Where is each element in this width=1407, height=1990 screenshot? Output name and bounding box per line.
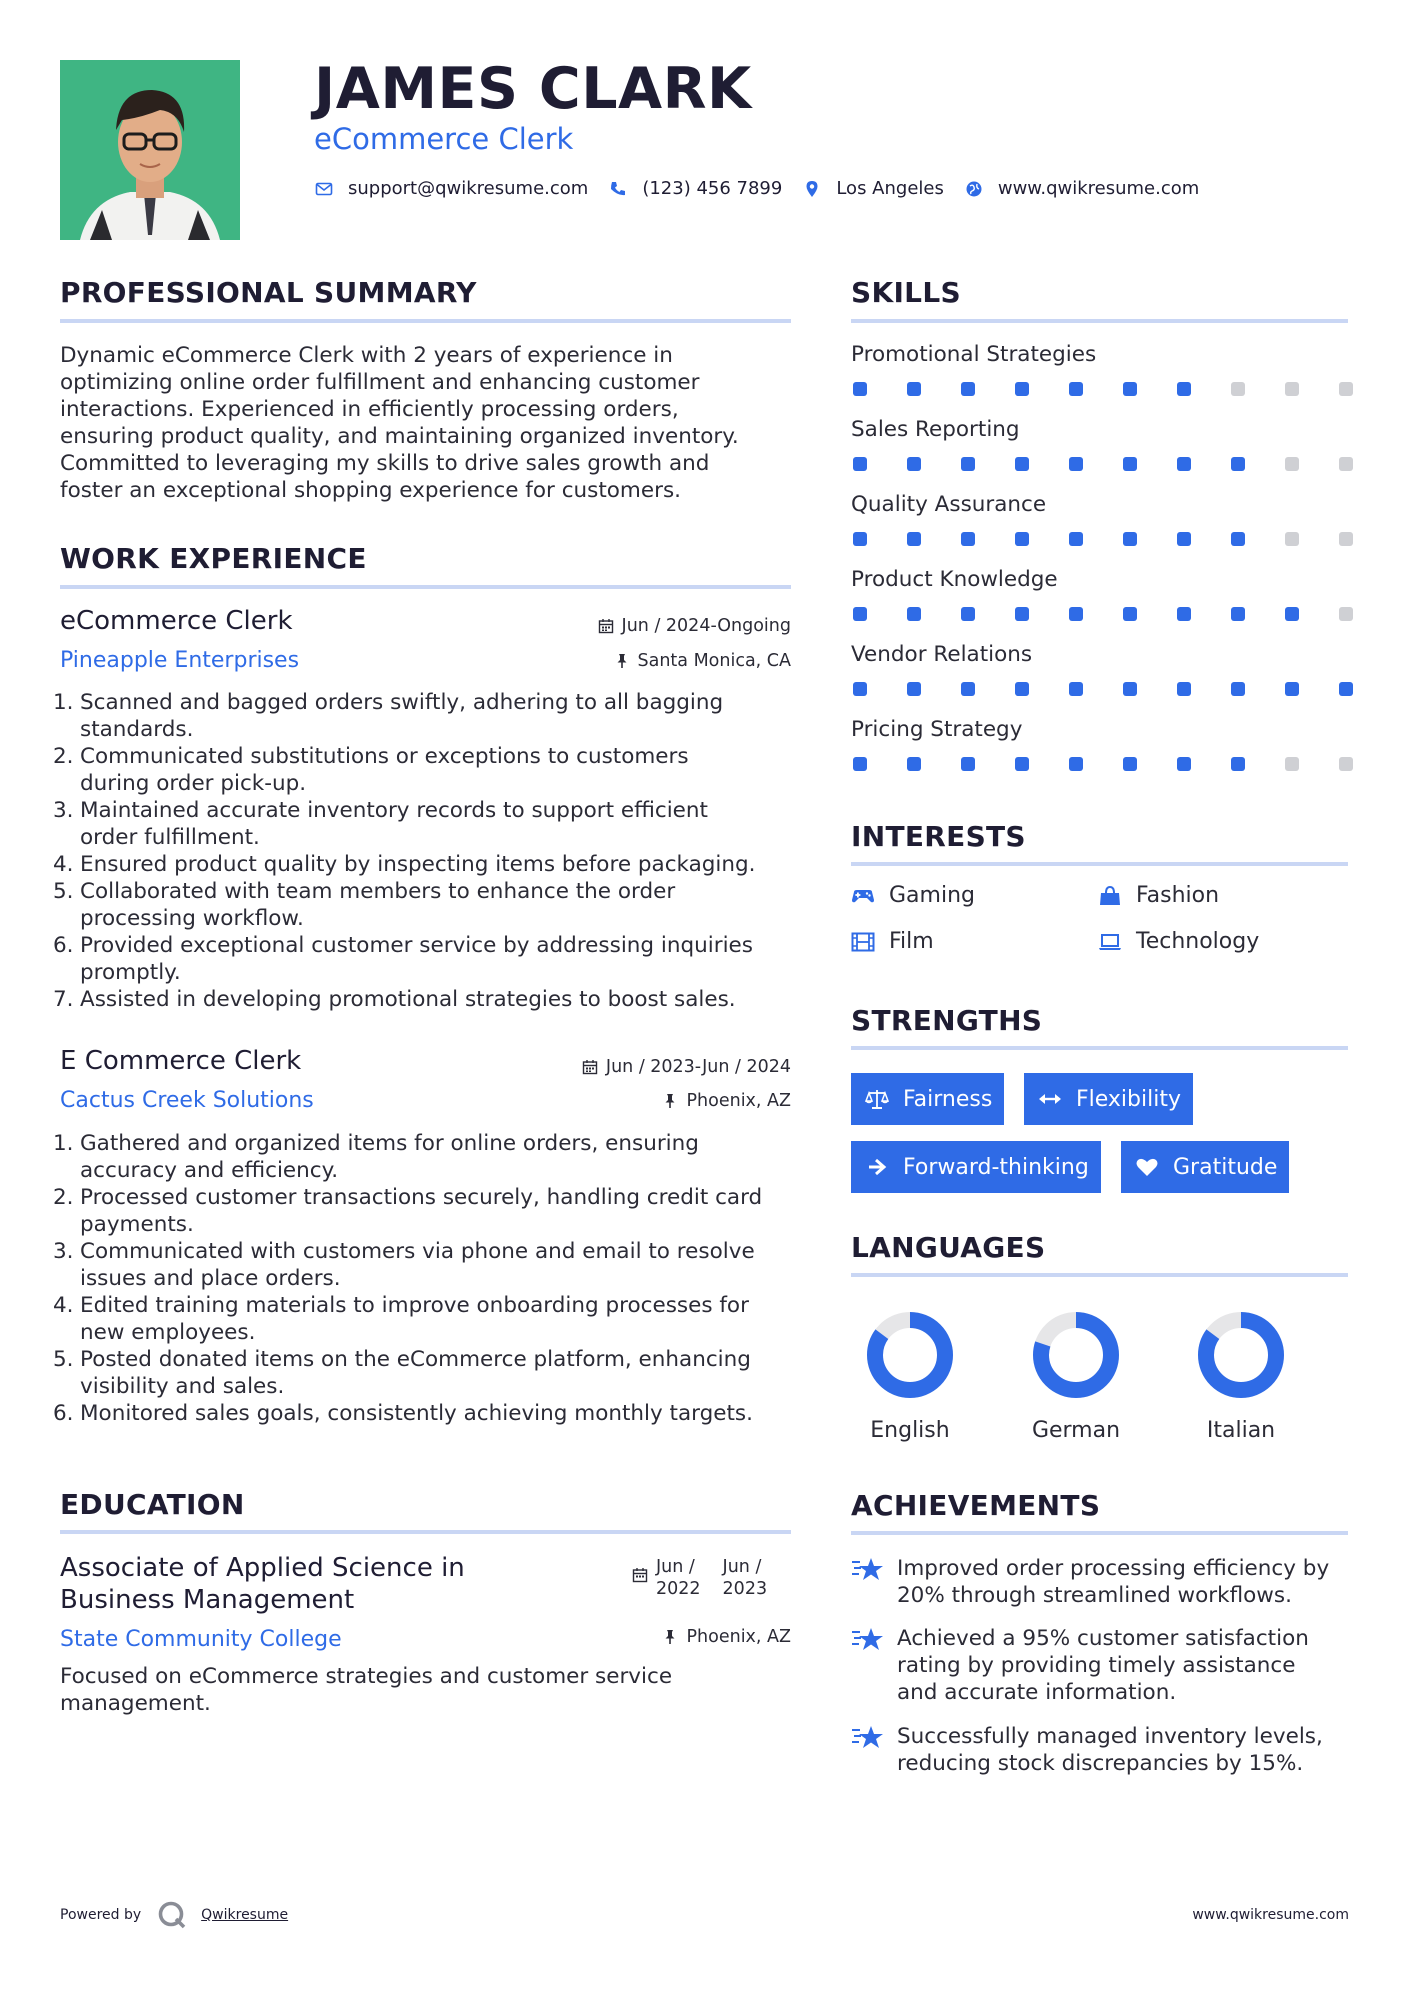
skill-name: Product Knowledge — [851, 567, 1058, 592]
rating-dot-filled — [1069, 532, 1083, 546]
rating-dot-filled — [1123, 382, 1137, 396]
strength-label: Forward-thinking — [903, 1154, 1089, 1180]
list-line: processing workflow. — [80, 906, 304, 931]
rating-dot-filled — [1015, 382, 1029, 396]
list-number: 2. — [53, 744, 74, 769]
job-title: E Commerce Clerk — [60, 1046, 302, 1076]
list-line: Edited training materials to improve onboarding processes for — [80, 1293, 749, 1318]
contact-phone-text: (123) 456 7899 — [642, 178, 783, 199]
education-end — [723, 1556, 768, 1600]
rating-dot-filled — [1231, 757, 1245, 771]
rating-dot-filled — [1285, 607, 1299, 621]
achievement-text — [897, 1625, 1309, 1706]
achievement-text — [897, 1723, 1323, 1777]
film-icon — [851, 931, 877, 953]
list-item — [53, 797, 805, 851]
achievement-line: Successfully managed inventory levels, — [897, 1724, 1323, 1749]
skills-rule — [851, 319, 1348, 323]
calendar-icon — [582, 1059, 598, 1075]
language-item — [1176, 1310, 1306, 1443]
company-name[interactable]: Pineapple Enterprises — [60, 648, 300, 673]
interest-technology — [1098, 929, 1259, 954]
list-line: Processed customer transactions securely, handling credit card — [80, 1185, 763, 1210]
globe-icon — [964, 179, 984, 199]
rating-dot-filled — [1015, 757, 1029, 771]
list-line: Monitored sales goals, consistently achieving monthly targets. — [80, 1401, 753, 1426]
pushpin-icon — [662, 1093, 678, 1109]
work-rule — [60, 585, 791, 589]
job-dates — [598, 616, 791, 636]
contact-location — [802, 178, 944, 199]
list-item — [53, 689, 805, 743]
rating-dot-filled — [961, 457, 975, 471]
rating-dot-filled — [853, 607, 867, 621]
date-part: Jun / — [722, 1557, 762, 1577]
job-location — [614, 651, 792, 671]
summary-line: optimizing online order fulfillment and enhancing customer — [60, 370, 700, 395]
rating-dot-filled — [907, 532, 921, 546]
achievement-line: rating by providing timely assistance — [897, 1653, 1296, 1678]
date-part: Jun / — [656, 1557, 695, 1577]
balance-scale-icon — [863, 1087, 891, 1111]
work-heading: WORK EXPERIENCE — [60, 542, 367, 575]
education-start — [656, 1556, 701, 1600]
list-line: accuracy and efficiency. — [80, 1158, 339, 1183]
strength-badge-gratitude — [1121, 1141, 1289, 1193]
skill-rating — [853, 757, 1353, 771]
education-desc-line: management. — [60, 1691, 211, 1716]
shopping-bag-icon — [1098, 885, 1124, 907]
rating-dot-filled — [1177, 607, 1191, 621]
education-description — [60, 1663, 800, 1717]
education-desc-line: Focused on eCommerce strategies and customer service — [60, 1664, 673, 1689]
list-item — [53, 986, 805, 1013]
list-line: new employees. — [80, 1320, 256, 1345]
degree-line: Associate of Applied Science in — [60, 1553, 465, 1583]
list-line: issues and place orders. — [80, 1266, 341, 1291]
star-icon — [851, 1723, 885, 1751]
language-name: German — [1031, 1418, 1121, 1443]
date-part: 2022 — [656, 1579, 701, 1599]
rating-dot-empty — [1285, 757, 1299, 771]
achievement-line: 20% through streamlined workflows. — [897, 1583, 1292, 1608]
list-number: 6. — [53, 1401, 74, 1426]
heart-icon — [1133, 1155, 1161, 1179]
rating-dot-filled — [853, 757, 867, 771]
list-line: payments. — [80, 1212, 194, 1237]
interest-label: Film — [889, 929, 934, 954]
calendar-icon — [598, 618, 614, 634]
skill-rating — [853, 532, 1353, 546]
skill-rating — [853, 607, 1353, 621]
summary-line: Dynamic eCommerce Clerk with 2 years of experience in — [60, 343, 673, 368]
achievements-heading: ACHIEVEMENTS — [851, 1489, 1101, 1522]
list-item — [53, 1400, 805, 1427]
education-location — [662, 1627, 791, 1647]
achievement-line: reducing stock discrepancies by 15%. — [897, 1751, 1304, 1776]
summary-heading: PROFESSIONAL SUMMARY — [60, 276, 477, 309]
rating-dot-filled — [1339, 682, 1353, 696]
rating-dot-empty — [1231, 382, 1245, 396]
school-name[interactable]: State Community College — [60, 1627, 342, 1652]
skill-name: Vendor Relations — [851, 642, 1033, 667]
languages-heading: LANGUAGES — [851, 1231, 1046, 1264]
list-number: 3. — [53, 1239, 74, 1264]
achievement-line: Improved order processing efficiency by — [897, 1556, 1330, 1581]
rating-dot-empty — [1339, 382, 1353, 396]
rating-dot-filled — [1123, 757, 1137, 771]
education-location-text: Phoenix, AZ — [686, 1627, 791, 1647]
list-line: visibility and sales. — [80, 1374, 285, 1399]
pushpin-icon — [614, 653, 630, 669]
rating-dot-filled — [961, 382, 975, 396]
rating-dot-filled — [1123, 532, 1137, 546]
interest-label: Fashion — [1136, 883, 1220, 908]
rating-dot-filled — [1069, 457, 1083, 471]
language-name: English — [870, 1418, 950, 1443]
pushpin-icon — [662, 1629, 678, 1645]
rating-dot-filled — [1015, 607, 1029, 621]
list-item — [53, 1130, 805, 1184]
rating-dot-filled — [1177, 382, 1191, 396]
interest-label: Gaming — [889, 883, 975, 908]
job-dates-text: Jun / 2023-Jun / 2024 — [605, 1057, 791, 1077]
skills-heading: SKILLS — [851, 276, 961, 309]
candidate-name: JAMES CLARK — [314, 56, 752, 122]
date-part: 2023 — [722, 1579, 768, 1599]
rating-dot-filled — [907, 757, 921, 771]
rating-dot-empty — [1285, 457, 1299, 471]
contact-website[interactable] — [964, 178, 1199, 199]
list-number: 6. — [53, 933, 74, 958]
achievement-item — [851, 1625, 1351, 1706]
list-number: 1. — [53, 690, 74, 715]
rating-dot-filled — [1231, 607, 1245, 621]
list-line: standards. — [80, 717, 194, 742]
contact-email[interactable] — [314, 178, 588, 199]
list-item — [53, 932, 805, 986]
rating-dot-filled — [907, 457, 921, 471]
strengths-heading: STRENGTHS — [851, 1004, 1043, 1037]
interests-rule — [851, 862, 1348, 866]
skill-rating — [853, 382, 1353, 396]
calendar-icon — [632, 1567, 648, 1583]
list-item — [53, 851, 805, 878]
rating-dot-empty — [1339, 757, 1353, 771]
list-item — [53, 1238, 805, 1292]
rating-dot-filled — [961, 682, 975, 696]
summary-line: Committed to leveraging my skills to drive sales growth and — [60, 451, 710, 476]
summary-rule — [60, 319, 791, 323]
achievement-text — [897, 1555, 1329, 1609]
achievement-line: Achieved a 95% customer satisfaction — [897, 1626, 1309, 1651]
rating-dot-filled — [1177, 757, 1191, 771]
rating-dot-filled — [907, 382, 921, 396]
laptop-icon — [1098, 931, 1124, 953]
rating-dot-filled — [961, 532, 975, 546]
strengths-rule — [851, 1046, 1348, 1050]
contact-website-text: www.qwikresume.com — [997, 178, 1200, 199]
list-item — [53, 1346, 805, 1400]
strength-badge-forward-thinking — [851, 1141, 1101, 1193]
list-line: Provided exceptional customer service by addressing inquiries — [80, 933, 753, 958]
star-icon — [851, 1625, 885, 1653]
list-item — [53, 743, 805, 797]
rating-dot-filled — [1123, 457, 1137, 471]
achievement-line: and accurate information. — [897, 1680, 1177, 1705]
rating-dot-filled — [1177, 457, 1191, 471]
interest-film — [851, 929, 934, 954]
education-rule — [60, 1530, 791, 1534]
list-number: 5. — [53, 879, 74, 904]
phone-icon — [608, 179, 628, 199]
list-line: Communicated with customers via phone and email to resolve — [80, 1239, 755, 1264]
rating-dot-filled — [1069, 757, 1083, 771]
strength-label: Fairness — [903, 1086, 993, 1112]
list-line: Gathered and organized items for online orders, ensuring — [80, 1131, 699, 1156]
rating-dot-filled — [1285, 682, 1299, 696]
list-number: 4. — [53, 852, 74, 877]
list-number: 2. — [53, 1185, 74, 1210]
rating-dot-filled — [1123, 682, 1137, 696]
job-location — [662, 1091, 791, 1111]
list-line: Collaborated with team members to enhance the order — [80, 879, 676, 904]
rating-dot-empty — [1285, 382, 1299, 396]
arrow-right-icon — [863, 1155, 891, 1179]
list-line: promptly. — [80, 960, 181, 985]
interest-label: Technology — [1136, 929, 1260, 954]
rating-dot-filled — [1069, 607, 1083, 621]
contact-bar — [314, 178, 1219, 199]
rating-dot-filled — [853, 682, 867, 696]
company-name[interactable]: Cactus Creek Solutions — [60, 1088, 314, 1113]
list-number: 3. — [53, 798, 74, 823]
language-item — [845, 1310, 975, 1443]
language-donut — [1196, 1310, 1286, 1400]
strength-badge-flexibility — [1024, 1073, 1193, 1125]
skill-name: Quality Assurance — [851, 492, 1047, 517]
job-location-text: Santa Monica, CA — [637, 651, 791, 671]
rating-dot-empty — [1339, 607, 1353, 621]
list-line: order fulfillment. — [80, 825, 260, 850]
qwikresume-logo-icon — [157, 1900, 187, 1930]
rating-dot-empty — [1339, 532, 1353, 546]
list-item — [53, 1184, 805, 1238]
skill-rating — [853, 682, 1353, 696]
list-number: 4. — [53, 1293, 74, 1318]
language-donut — [1031, 1310, 1121, 1400]
interest-fashion — [1098, 883, 1219, 908]
rating-dot-filled — [1069, 682, 1083, 696]
contact-location-text: Los Angeles — [836, 178, 944, 199]
rating-dot-filled — [853, 457, 867, 471]
rating-dot-filled — [961, 607, 975, 621]
job-dates-text: Jun / 2024-Ongoing — [621, 616, 791, 636]
achievements-rule — [851, 1531, 1348, 1535]
skill-name: Pricing Strategy — [851, 717, 1023, 742]
star-icon — [851, 1555, 885, 1583]
rating-dot-filled — [1231, 532, 1245, 546]
degree-line: Business Management — [60, 1585, 355, 1615]
map-marker-icon — [802, 179, 822, 199]
list-line: Ensured product quality by inspecting items before packaging. — [80, 852, 756, 877]
rating-dot-filled — [1015, 682, 1029, 696]
list-number: 1. — [53, 1131, 74, 1156]
language-donut — [865, 1310, 955, 1400]
list-line: Maintained accurate inventory records to support efficient — [80, 798, 708, 823]
achievement-item — [851, 1555, 1351, 1609]
rating-dot-filled — [1069, 382, 1083, 396]
job-location-text: Phoenix, AZ — [686, 1091, 791, 1111]
summary-text — [60, 342, 800, 504]
rating-dot-filled — [1177, 532, 1191, 546]
footer-powered-by — [60, 1900, 288, 1930]
list-item — [53, 878, 805, 932]
list-line: Assisted in developing promotional strategies to boost sales. — [80, 987, 736, 1012]
strength-label: Flexibility — [1076, 1086, 1181, 1112]
rating-dot-filled — [853, 382, 867, 396]
language-item — [1011, 1310, 1141, 1443]
footer-url[interactable]: www.qwikresume.com — [1192, 1907, 1349, 1923]
profile-photo — [60, 60, 240, 240]
education-heading: EDUCATION — [60, 1488, 245, 1521]
list-line: Communicated substitutions or exceptions to customers — [80, 744, 689, 769]
summary-line: ensuring product quality, and maintaining organized inventory. — [60, 424, 739, 449]
list-line: Scanned and bagged orders swiftly, adhering to all bagging — [80, 690, 724, 715]
rating-dot-filled — [961, 757, 975, 771]
strength-badge-fairness — [851, 1073, 1004, 1125]
list-number: 7. — [53, 987, 74, 1012]
arrows-horizontal-icon — [1036, 1087, 1064, 1111]
list-number: 5. — [53, 1347, 74, 1372]
rating-dot-empty — [1285, 532, 1299, 546]
rating-dot-filled — [907, 607, 921, 621]
summary-line: interactions. Experienced in efficiently processing orders, — [60, 397, 679, 422]
degree-title — [60, 1552, 465, 1616]
powered-by-text: Powered by — [60, 1907, 142, 1923]
education-dates — [632, 1556, 767, 1600]
job-duties-list — [53, 1130, 805, 1427]
list-line: Posted donated items on the eCommerce platform, enhancing — [80, 1347, 751, 1372]
rating-dot-filled — [853, 532, 867, 546]
rating-dot-filled — [1015, 532, 1029, 546]
interests-heading: INTERESTS — [851, 820, 1026, 853]
contact-phone[interactable] — [608, 178, 782, 199]
summary-line: foster an exceptional shopping experience for customers. — [60, 478, 681, 503]
strength-label: Gratitude — [1173, 1154, 1278, 1180]
skill-rating — [853, 457, 1353, 471]
envelope-icon — [314, 179, 334, 199]
rating-dot-filled — [907, 682, 921, 696]
qwikresume-link[interactable]: Qwikresume — [201, 1907, 289, 1923]
candidate-title: eCommerce Clerk — [314, 122, 574, 156]
rating-dot-filled — [1231, 457, 1245, 471]
job-duties-list — [53, 689, 805, 1013]
rating-dot-empty — [1339, 457, 1353, 471]
interest-gaming — [851, 883, 975, 908]
list-line: during order pick-up. — [80, 771, 307, 796]
rating-dot-filled — [1231, 682, 1245, 696]
list-item — [53, 1292, 805, 1346]
languages-rule — [851, 1273, 1348, 1277]
skill-name: Promotional Strategies — [851, 342, 1097, 367]
rating-dot-filled — [1015, 457, 1029, 471]
rating-dot-filled — [1123, 607, 1137, 621]
gamepad-icon — [851, 885, 877, 907]
contact-email-text: support@qwikresume.com — [348, 178, 589, 199]
skill-name: Sales Reporting — [851, 417, 1020, 442]
rating-dot-filled — [1177, 682, 1191, 696]
language-name: Italian — [1206, 1418, 1276, 1443]
job-title: eCommerce Clerk — [60, 606, 293, 636]
achievement-item — [851, 1723, 1351, 1777]
job-dates — [582, 1057, 791, 1077]
